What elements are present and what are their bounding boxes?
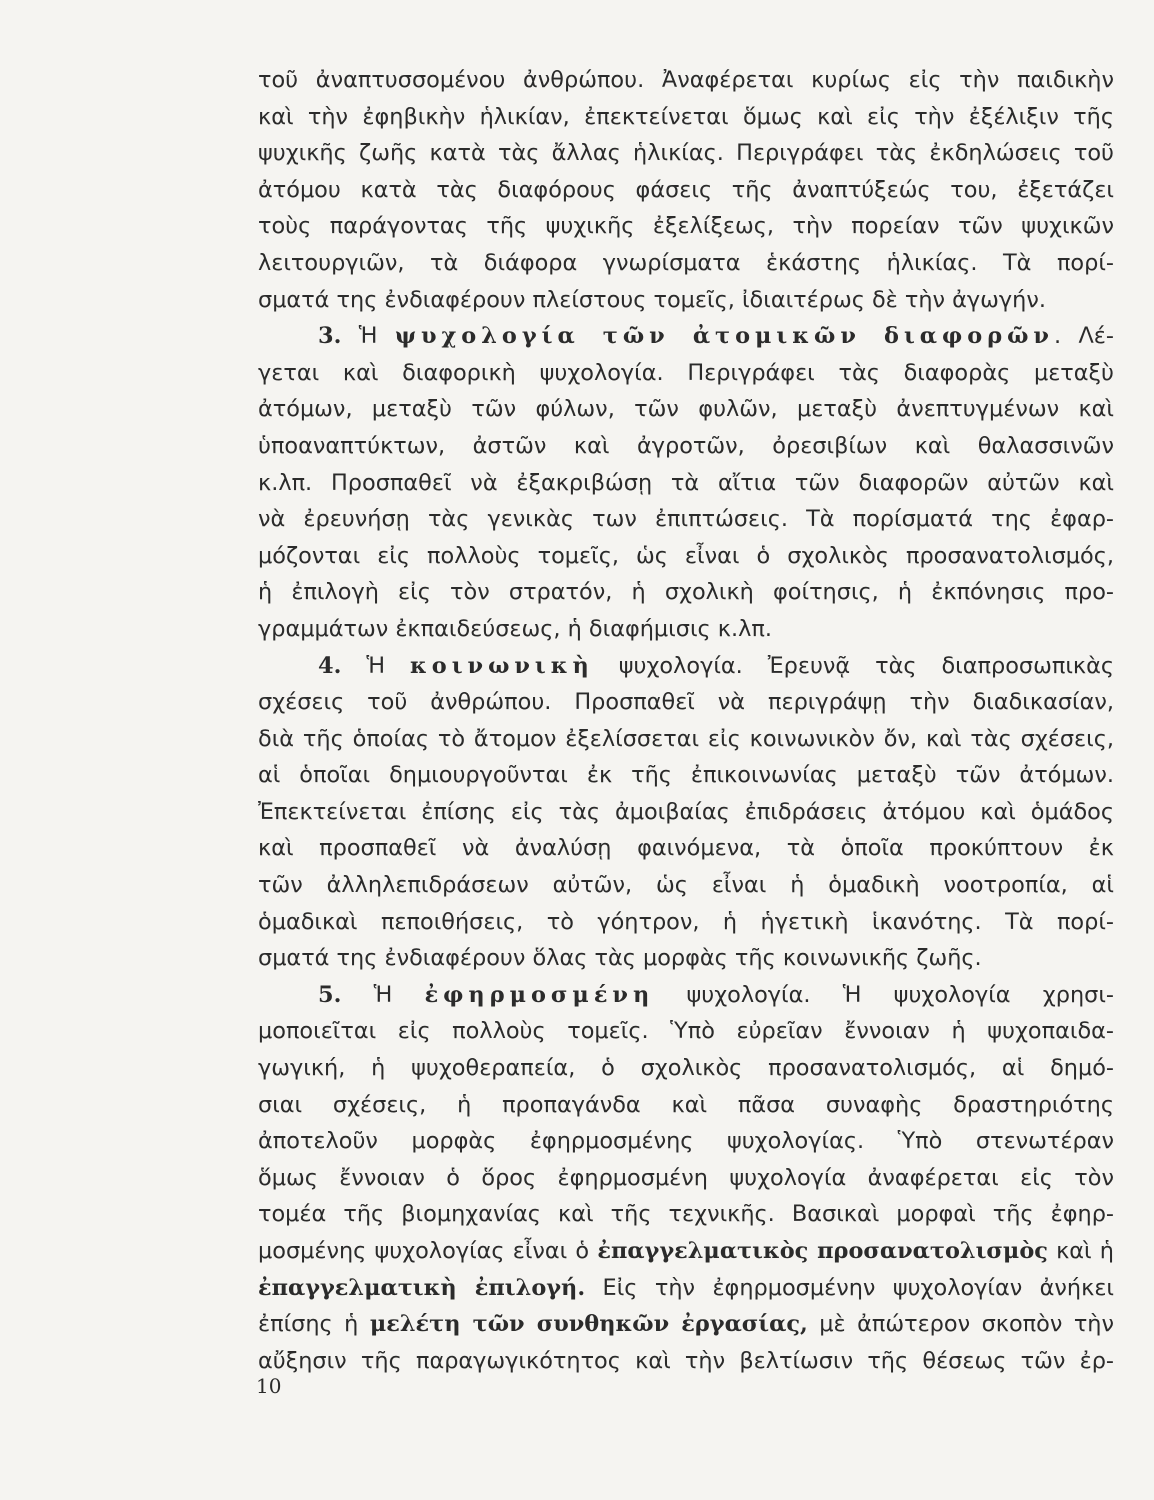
text-run: ὁμαδικαὶ πεποιθήσεις, τὸ γόητρον, ἡ ἡγετικὴ ἱκανότης. Τὰ πορί- — [258, 908, 1114, 935]
text-run: ὑποαναπτύκτων, ἀστῶν καὶ ἀγροτῶν, ὀρεσιβίων καὶ θαλασσινῶν — [258, 432, 1114, 459]
section-heading: ψυχολογία τῶν ἀτομικῶν διαφορῶν — [394, 323, 1054, 350]
text-run: καὶ τὴν ἐφηβικὴν ἡλικίαν, ἐπεκτείνεται ὅμως καὶ εἰς τὴν ἐξέλιξιν τῆς — [258, 103, 1114, 130]
text-run: Ἡ — [341, 323, 395, 350]
text-line — [258, 940, 1114, 977]
text-line — [258, 867, 1114, 904]
text-run: διὰ τῆς ὁποίας τὸ ἄτομον ἐξελίσσεται εἰς κοινωνικὸν ὄν, καὶ τὰς σχέσεις, — [258, 725, 1114, 752]
text-line — [258, 648, 1114, 685]
text-run: αἱ ὁποῖαι δημιουργοῦνται ἐκ τῆς ἐπικοινωνίας μεταξὺ τῶν ἀτόμων. — [258, 762, 1114, 789]
text-line — [258, 355, 1114, 392]
text-run: ὅμως ἔννοιαν ὁ ὅρος ἐφηρμοσμένη ψυχολογία ἀναφέρεται εἰς τὸν — [258, 1164, 1114, 1191]
body-text — [258, 62, 1114, 1379]
text-run: ἀτόμων, μεταξὺ τῶν φύλων, τῶν φυλῶν, μεταξὺ ἀνεπτυγμένων καὶ — [258, 396, 1114, 423]
text-line — [258, 1087, 1114, 1124]
text-run: . Λέ- — [1053, 323, 1114, 350]
text-line — [258, 1160, 1114, 1197]
section-heading: ἐφηρμοσμένη — [424, 981, 655, 1008]
text-run: Ἐπεκτείνεται ἐπίσης εἰς τὰς ἀμοιβαίας ἐπιδράσεις ἀτόμου καὶ ὁμάδος — [258, 798, 1114, 825]
text-run: γωγική, ἡ ψυχοθεραπεία, ὁ σχολικὸς προσανατολισμός, αἱ δημό- — [258, 1055, 1114, 1082]
text-run: καὶ προσπαθεῖ νὰ ἀναλύσῃ φαινόμενα, τὰ ὁποῖα προκύπτουν ἐκ — [258, 835, 1114, 862]
text-run: σματά της ἐνδιαφέρουν ὅλας τὰς μορφὰς τῆς κοινωνικῆς ζωῆς. — [258, 945, 982, 972]
text-line — [258, 904, 1114, 941]
text-line — [258, 1306, 1114, 1343]
text-line — [258, 757, 1114, 794]
text-line — [258, 1050, 1114, 1087]
text-line — [258, 172, 1114, 209]
text-run: Εἰς τὴν ἐφηρμοσμένην ψυχολογίαν ἀνήκει — [585, 1274, 1114, 1301]
text-run: ψυχολογία. Ἡ ψυχολογία χρησι- — [654, 981, 1114, 1008]
text-run: τοῦ ἀναπτυσσομένου ἀνθρώπου. Ἀναφέρεται κυρίως εἰς τὴν παιδικὴν — [258, 67, 1114, 93]
section-number: 5. — [318, 981, 342, 1008]
text-run: τομέα τῆς βιομηχανίας καὶ τῆς τεχνικῆς. Βασικαὶ μορφαὶ τῆς ἐφηρ- — [258, 1201, 1114, 1228]
section-number: 4. — [318, 652, 342, 679]
text-line — [258, 794, 1114, 831]
text-run: τῶν ἀλληλεπιδράσεων αὐτῶν, ὡς εἶναι ἡ ὁμαδικὴ νοοτροπία, αἱ — [258, 872, 1114, 899]
text-line — [258, 721, 1114, 758]
text-line — [258, 391, 1114, 428]
text-run: ἐπίσης ἡ — [258, 1311, 370, 1338]
text-run: νὰ ἐρευνήσῃ τὰς γενικὰς των ἐπιπτώσεις. Τὰ πορίσματά της ἐφαρ- — [258, 506, 1114, 533]
text-line — [258, 208, 1114, 245]
text-line — [258, 318, 1114, 355]
section-heading: κοινωνικὴ — [409, 652, 594, 679]
text-line — [258, 1270, 1114, 1307]
text-line — [258, 282, 1114, 319]
text-run: μοποιεῖται εἰς πολλοὺς τομεῖς. Ὑπὸ εὐρεῖαν ἔννοιαν ἡ ψυχοπαιδα- — [258, 1018, 1114, 1045]
text-run: ἡ ἐπιλογὴ εἰς τὸν στρατόν, ἡ σχολικὴ φοίτησις, ἡ ἐκπόνησις προ- — [258, 579, 1114, 606]
text-run: Ἡ — [341, 981, 425, 1008]
bold-term: ἐπαγγελματικὴ ἐπιλογή. — [258, 1274, 586, 1301]
text-run: καὶ ἡ — [1047, 1238, 1114, 1264]
text-line — [258, 428, 1114, 465]
bold-term: μελέτη τῶν συνθηκῶν ἐργασίας, — [369, 1311, 808, 1338]
text-run: ἀτόμου κατὰ τὰς διαφόρους φάσεις τῆς ἀναπτύξεώς του, ἐξετάζει — [258, 176, 1114, 203]
text-line — [258, 977, 1114, 1014]
text-line — [258, 1123, 1114, 1160]
section-number: 3. — [318, 323, 342, 350]
text-line — [258, 62, 1114, 99]
text-run: σχέσεις τοῦ ἀνθρώπου. Προσπαθεῖ νὰ περιγράψῃ τὴν διαδικασίαν, — [258, 689, 1114, 716]
text-line — [258, 99, 1114, 136]
text-line — [258, 501, 1114, 538]
text-line — [258, 538, 1114, 575]
text-run: ψυχολογία. Ἐρευνᾷ τὰς διαπροσωπικὰς — [593, 652, 1114, 679]
text-run: γραμμάτων ἐκπαιδεύσεως, ἡ διαφήμισις κ.λπ. — [258, 615, 772, 642]
text-run: αὔξησιν τῆς παραγωγικότητος καὶ τὴν βελτίωσιν τῆς θέσεως τῶν ἐρ- — [258, 1347, 1114, 1374]
text-run: Ἡ — [341, 652, 410, 679]
text-line — [258, 1013, 1114, 1050]
text-line — [258, 135, 1114, 172]
text-line — [258, 1196, 1114, 1233]
text-line — [258, 830, 1114, 867]
text-run: ψυχικῆς ζωῆς κατὰ τὰς ἄλλας ἡλικίας. Περιγράφει τὰς ἐκδηλώσεις τοῦ — [258, 140, 1114, 167]
text-line — [258, 574, 1114, 611]
text-run: κ.λπ. Προσπαθεῖ νὰ ἐξακριβώσῃ τὰ αἴτια τῶν διαφορῶν αὐτῶν καὶ — [258, 469, 1114, 496]
text-run: μὲ ἀπώτερον σκοπὸν τὴν — [807, 1311, 1114, 1338]
text-line — [258, 1343, 1114, 1380]
text-run: γεται καὶ διαφορικὴ ψυχολογία. Περιγράφει τὰς διαφορὰς μεταξὺ — [258, 359, 1114, 386]
text-run: σματά της ἐνδιαφέρουν πλείστους τομεῖς, ἰδιαιτέρως δὲ τὴν ἀγωγήν. — [258, 286, 1047, 313]
text-run: μοσμένης ψυχολογίας εἶναι ὁ — [258, 1238, 598, 1264]
text-line — [258, 465, 1114, 502]
text-line — [258, 1233, 1114, 1270]
text-line — [258, 245, 1114, 282]
text-run: ἀποτελοῦν μορφὰς ἐφηρμοσμένης ψυχολογίας. Ὑπὸ στενωτέραν — [258, 1128, 1114, 1155]
text-run: λειτουργιῶν, τὰ διάφορα γνωρίσματα ἑκάστης ἡλικίας. Τὰ πορί- — [258, 249, 1114, 276]
page-number: 10 — [256, 1374, 282, 1398]
text-run: τοὺς παράγοντας τῆς ψυχικῆς ἐξελίξεως, τὴν πορείαν τῶν ψυχικῶν — [258, 213, 1114, 240]
bold-term: ἐπαγγελματικὸς προσανατολισμὸς — [597, 1238, 1048, 1264]
text-run: μόζονται εἰς πολλοὺς τομεῖς, ὡς εἶναι ὁ σχολικὸς προσανατολισμός, — [258, 542, 1114, 569]
text-line — [258, 611, 1114, 648]
text-line — [258, 684, 1114, 721]
text-run: σιαι σχέσεις, ἡ προπαγάνδα καὶ πᾶσα συναφὴς δραστηριότης — [258, 1091, 1114, 1118]
